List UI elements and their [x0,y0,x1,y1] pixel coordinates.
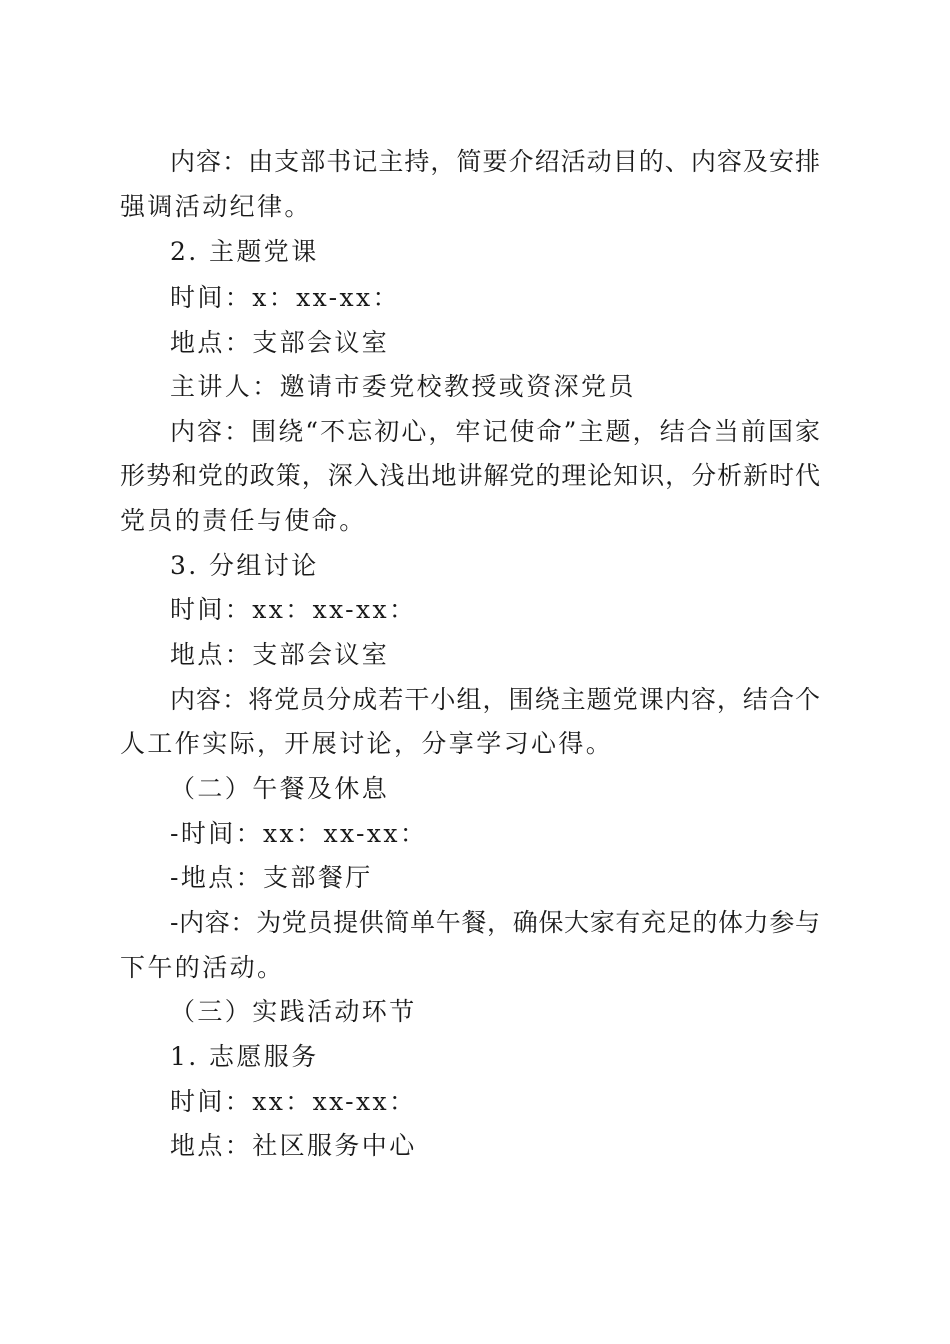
paragraph-line: -地点：支部餐厅 [170,863,373,892]
paragraph-line: 地点：支部会议室 [170,328,390,357]
paragraph-line: 时间：x：xx-xx： [170,283,400,312]
paragraph-line: 形势和党的政策，深入浅出地讲解党的理论知识，分析新时代 [120,461,820,490]
paragraph-line: 内容：由支部书记主持，简要介绍活动目的、内容及安排 [170,147,820,176]
paragraph-line: 地点：支部会议室 [170,640,390,669]
section-heading: 3. 分组讨论 [170,551,319,580]
paragraph-line: -时间：xx：xx-xx： [170,819,428,848]
section-heading: （三）实践活动环节 [170,997,417,1026]
paragraph-line: 时间：xx：xx-xx： [170,595,417,624]
paragraph-line: 地点：社区服务中心 [170,1131,417,1160]
section-heading: 2. 主题党课 [170,237,319,266]
paragraph-line: 强调活动纪律。 [120,192,312,221]
paragraph-line: 下午的活动。 [120,953,285,982]
paragraph-line: 人工作实际，开展讨论，分享学习心得。 [120,729,614,758]
paragraph-line: 主讲人：邀请市委党校教授或资深党员 [170,372,636,401]
section-heading: 1. 志愿服务 [170,1042,319,1071]
paragraph-line: 内容：将党员分成若干小组，围绕主题党课内容，结合个 [170,685,820,714]
paragraph-line: 内容：围绕“不忘初心，牢记使命”主题，结合当前国家 [170,417,820,446]
paragraph-line: 时间：xx：xx-xx： [170,1087,417,1116]
paragraph-line: 党员的责任与使命。 [120,506,367,535]
section-heading: （二）午餐及休息 [170,774,390,803]
paragraph-line: -内容：为党员提供简单午餐，确保大家有充足的体力参与 [170,908,820,937]
